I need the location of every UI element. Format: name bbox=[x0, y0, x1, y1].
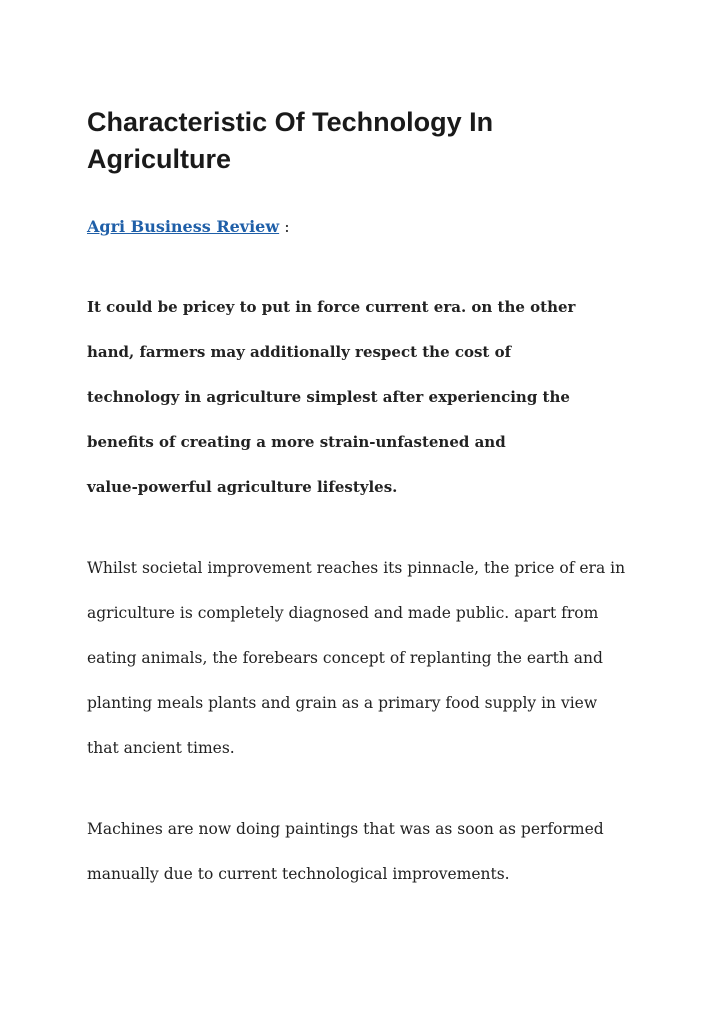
paragraph-2 bbox=[87, 553, 647, 778]
paragraph-3 bbox=[87, 814, 647, 904]
paragraph-line: value-powerful agriculture lifestyles. bbox=[87, 478, 398, 496]
paragraph-line: agriculture is completely diagnosed and made public. apart from bbox=[87, 604, 599, 622]
paragraph-line: hand, farmers may additionally respect the cost of bbox=[87, 343, 512, 361]
paragraph-line: planting meals plants and grain as a primary food supply in view bbox=[87, 694, 598, 712]
paragraph-1 bbox=[87, 292, 647, 517]
title-line-2: Agriculture bbox=[87, 144, 232, 174]
title-line-1: Characteristic Of Technology In bbox=[87, 107, 494, 137]
paragraph-line: eating animals, the forebears concept of replanting the earth and bbox=[87, 649, 603, 667]
page-title bbox=[87, 104, 647, 178]
paragraph-line: that ancient times. bbox=[87, 739, 235, 757]
source-link[interactable]: Agri Business Review bbox=[87, 217, 280, 236]
paragraph-line: technology in agriculture simplest after experiencing the bbox=[87, 388, 570, 406]
paragraph-line: benefits of creating a more strain-unfastened and bbox=[87, 433, 506, 451]
paragraph-line: Machines are now doing paintings that was as soon as performed bbox=[87, 820, 604, 838]
paragraph-line: Whilst societal improvement reaches its pinnacle, the price of era in bbox=[87, 559, 626, 577]
source-suffix: : bbox=[279, 217, 290, 236]
paragraph-line: manually due to current technological improvements. bbox=[87, 865, 510, 883]
paragraph-line: It could be pricey to put in force current era. on the other bbox=[87, 298, 576, 316]
source-line bbox=[87, 214, 290, 240]
